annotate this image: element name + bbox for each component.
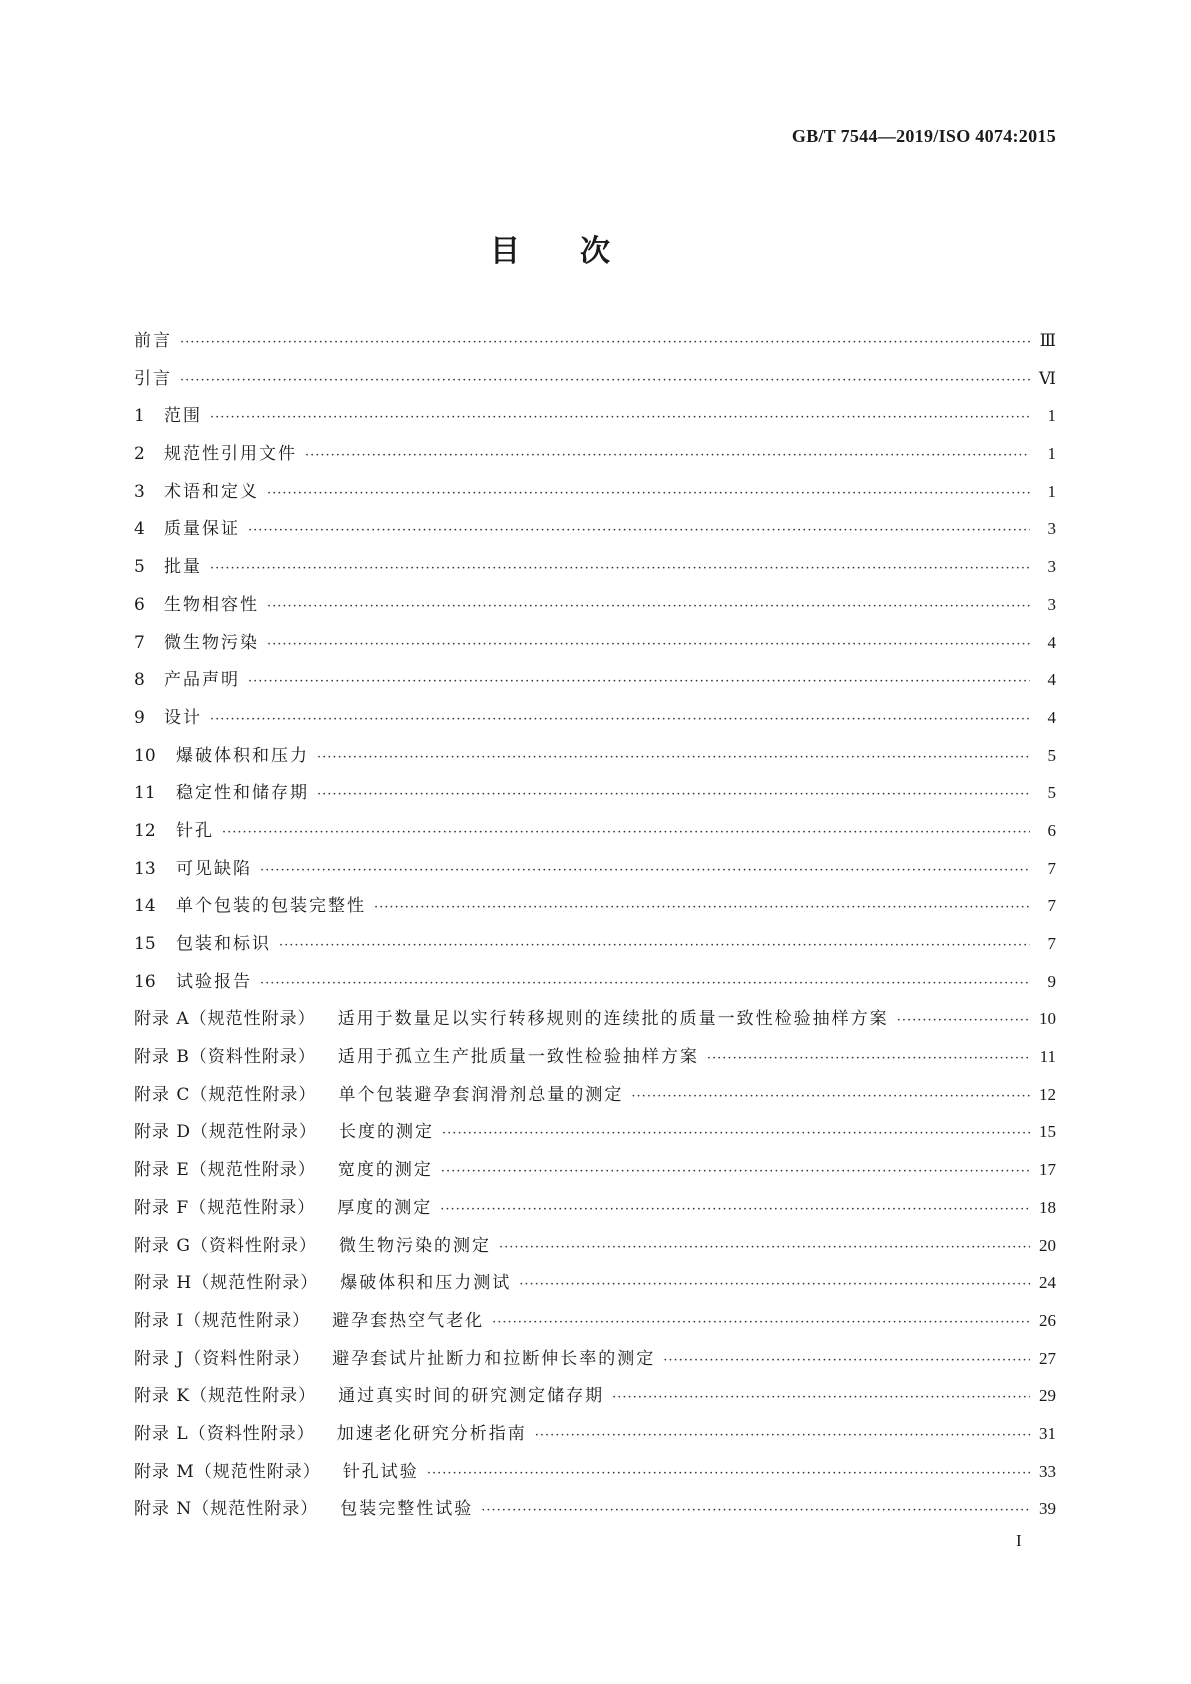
toc-entry-number: 14 <box>134 896 156 917</box>
toc-entry-page: 7 <box>1047 896 1056 916</box>
toc-entry-label: 批量 <box>164 557 202 578</box>
leader-dots <box>248 674 1030 689</box>
toc-entry-foreword[interactable] <box>134 326 1056 364</box>
leader-dots <box>631 1089 1030 1104</box>
toc-entry-label: 单个包装的包装完整性 <box>176 896 366 917</box>
toc-entry-page: 24 <box>1039 1273 1056 1293</box>
leader-dots <box>180 335 1030 350</box>
toc-entry-label: 质量保证 <box>164 519 240 540</box>
table-of-contents <box>134 326 1056 1532</box>
toc-entry-clause-16[interactable] <box>134 967 1056 1005</box>
toc-entry-clause-2[interactable] <box>134 439 1056 477</box>
toc-entry-page: 11 <box>1039 1047 1056 1067</box>
toc-entry-label: 爆破体积和压力 <box>176 745 309 766</box>
toc-entry-number: 3 <box>134 481 145 502</box>
annex-tag: 附录 K（规范性附录） <box>134 1386 317 1407</box>
toc-entry-annex-k[interactable] <box>134 1381 1056 1419</box>
toc-entry-number: 16 <box>134 971 156 992</box>
toc-entry-annex-b[interactable] <box>134 1042 1056 1080</box>
toc-entry-annex-g[interactable] <box>134 1231 1056 1269</box>
toc-entry-page: 20 <box>1039 1235 1056 1255</box>
annex-title: 宽度的测定 <box>337 1160 433 1181</box>
toc-entry-clause-13[interactable] <box>134 854 1056 892</box>
leader-dots <box>222 825 1030 840</box>
leader-dots <box>492 1315 1030 1330</box>
annex-tag: 附录 C（规范性附录） <box>134 1084 317 1105</box>
annex-title: 针孔试验 <box>342 1461 419 1482</box>
toc-entry-page: 3 <box>1047 557 1056 577</box>
leader-dots <box>248 523 1030 538</box>
toc-entry-clause-1[interactable] <box>134 401 1056 439</box>
leader-dots <box>663 1353 1030 1368</box>
toc-entry-clause-3[interactable] <box>134 477 1056 515</box>
toc-entry-label: 生物相容性 <box>164 594 259 615</box>
toc-entry-page: 29 <box>1039 1386 1056 1406</box>
toc-entry-label: 范围 <box>164 406 202 427</box>
leader-dots <box>481 1503 1030 1518</box>
leader-dots <box>707 1051 1030 1066</box>
annex-tag: 附录 B（资料性附录） <box>134 1047 316 1068</box>
annex-tag: 附录 I（规范性附录） <box>134 1310 311 1331</box>
leader-dots <box>180 373 1030 388</box>
toc-entry-page: 1 <box>1047 444 1056 464</box>
toc-entry-label: 引言 <box>134 368 172 389</box>
leader-dots <box>305 448 1030 463</box>
leader-dots <box>210 712 1030 727</box>
annex-tag: 附录 A（规范性附录） <box>134 1009 316 1030</box>
toc-entry-page: 1 <box>1047 481 1056 501</box>
toc-entry-clause-4[interactable] <box>134 514 1056 552</box>
toc-entry-page: 1 <box>1047 406 1056 426</box>
toc-entry-page: 26 <box>1039 1310 1056 1330</box>
toc-entry-number: 15 <box>134 934 156 954</box>
toc-entry-annex-c[interactable] <box>134 1080 1056 1118</box>
toc-entry-clause-5[interactable] <box>134 552 1056 590</box>
toc-entry-page: 17 <box>1039 1160 1056 1180</box>
toc-entry-label: 微生物污染 <box>164 632 259 653</box>
leader-dots <box>897 1013 1030 1028</box>
toc-entry-page: 7 <box>1047 934 1056 953</box>
toc-entry-annex-n[interactable] <box>134 1494 1056 1532</box>
leader-dots <box>374 900 1030 915</box>
toc-entry-page: 39 <box>1039 1499 1056 1519</box>
toc-entry-number: 4 <box>134 519 145 540</box>
toc-entry-number: 10 <box>134 745 156 766</box>
leader-dots <box>260 863 1030 878</box>
toc-entry-label: 前言 <box>134 331 172 351</box>
toc-entry-label: 针孔 <box>176 820 214 841</box>
annex-tag: 附录 J（资料性附录） <box>134 1348 311 1369</box>
annex-title: 厚度的测定 <box>337 1197 433 1218</box>
toc-entry-annex-i[interactable] <box>134 1306 1056 1344</box>
toc-entry-page: 7 <box>1047 858 1056 878</box>
leader-dots <box>441 1164 1030 1179</box>
leader-dots <box>260 976 1030 991</box>
toc-entry-label: 术语和定义 <box>164 481 259 502</box>
leader-dots <box>440 1202 1030 1217</box>
page-number: I <box>1016 1531 1022 1550</box>
toc-entry-clause-7[interactable] <box>134 628 1056 666</box>
toc-entry-page: 33 <box>1039 1461 1056 1481</box>
toc-entry-number: 13 <box>134 858 156 879</box>
leader-dots <box>519 1277 1030 1292</box>
annex-title: 加速老化研究分析指南 <box>336 1423 527 1444</box>
toc-entry-page: 15 <box>1039 1122 1056 1142</box>
toc-entry-number: 8 <box>134 670 145 691</box>
toc-entry-label: 稳定性和储存期 <box>176 783 309 804</box>
annex-title: 爆破体积和压力测试 <box>340 1273 512 1294</box>
annex-title: 适用于数量足以实行转移规则的连续批的质量一致性检验抽样方案 <box>337 1009 889 1030</box>
toc-entry-clause-15[interactable] <box>134 929 1056 967</box>
annex-tag: 附录 G（资料性附录） <box>134 1235 317 1256</box>
annex-title: 通过真实时间的研究测定储存期 <box>338 1386 605 1407</box>
annex-tag: 附录 F（规范性附录） <box>134 1197 316 1218</box>
toc-entry-annex-f[interactable] <box>134 1193 1056 1231</box>
annex-tag: 附录 L（资料性附录） <box>134 1423 315 1444</box>
toc-entry-page: Ⅲ <box>1039 331 1056 350</box>
leader-dots <box>267 599 1030 614</box>
toc-entry-clause-12[interactable] <box>134 816 1056 854</box>
toc-entry-page: 9 <box>1047 971 1056 991</box>
toc-entry-page: 4 <box>1047 707 1056 727</box>
leader-dots <box>427 1466 1030 1481</box>
leader-dots <box>317 787 1030 802</box>
toc-entry-number: 1 <box>134 406 145 427</box>
standard-code: GB/T 7544—2019/ISO 4074:2015 <box>791 126 1056 146</box>
toc-entry-page: 6 <box>1047 820 1056 840</box>
toc-entry-annex-a[interactable] <box>134 1004 1056 1042</box>
leader-dots <box>267 486 1030 501</box>
leader-dots <box>279 938 1030 953</box>
toc-entry-clause-6[interactable] <box>134 590 1056 628</box>
leader-dots <box>499 1240 1030 1255</box>
annex-tag: 附录 E（规范性附录） <box>134 1160 316 1181</box>
toc-entry-page: 3 <box>1047 519 1056 539</box>
toc-entry-number: 11 <box>134 783 156 804</box>
toc-entry-number: 5 <box>134 557 145 578</box>
toc-entry-page: 18 <box>1039 1197 1056 1217</box>
toc-entry-clause-10[interactable] <box>134 741 1056 779</box>
leader-dots <box>317 750 1030 765</box>
toc-entry-page: 4 <box>1047 632 1056 652</box>
toc-entry-annex-m[interactable] <box>134 1457 1056 1495</box>
toc-entry-page: 3 <box>1047 594 1056 614</box>
leader-dots <box>612 1390 1030 1405</box>
annex-title: 单个包装避孕套润滑剂总量的测定 <box>338 1084 624 1105</box>
annex-title: 避孕套试片扯断力和拉断伸长率的测定 <box>332 1348 656 1369</box>
toc-entry-page: 10 <box>1039 1009 1056 1029</box>
toc-entry-page: Ⅵ <box>1038 368 1056 388</box>
annex-title: 避孕套热空气老化 <box>332 1310 485 1331</box>
toc-entry-label: 包装和标识 <box>176 934 271 954</box>
toc-entry-page: 5 <box>1047 745 1056 765</box>
toc-entry-introduction[interactable] <box>134 364 1056 402</box>
toc-entry-number: 6 <box>134 594 145 615</box>
page-title: 目次 <box>490 234 670 269</box>
toc-entry-page: 27 <box>1039 1348 1056 1368</box>
leader-dots <box>210 410 1030 425</box>
annex-title: 微生物污染的测定 <box>338 1235 491 1256</box>
annex-tag: 附录 M（规范性附录） <box>134 1461 321 1482</box>
toc-entry-annex-d[interactable] <box>134 1117 1056 1155</box>
toc-entry-clause-9[interactable] <box>134 703 1056 741</box>
toc-entry-page: 4 <box>1047 670 1056 690</box>
annex-title: 适用于孤立生产批质量一致性检验抽样方案 <box>337 1047 699 1068</box>
leader-dots <box>267 637 1030 652</box>
toc-entry-annex-l[interactable] <box>134 1419 1056 1457</box>
toc-entry-label: 规范性引用文件 <box>164 444 297 465</box>
toc-entry-number: 9 <box>134 707 145 728</box>
annex-tag: 附录 D（规范性附录） <box>134 1122 318 1143</box>
toc-entry-label: 设计 <box>164 707 202 728</box>
annex-tag: 附录 H（规范性附录） <box>134 1273 319 1294</box>
toc-entry-page: 12 <box>1039 1084 1056 1104</box>
annex-tag: 附录 N（规范性附录） <box>134 1499 319 1520</box>
toc-entry-clause-8[interactable] <box>134 665 1056 703</box>
toc-entry-label: 试验报告 <box>176 971 252 992</box>
toc-entry-annex-h[interactable] <box>134 1268 1056 1306</box>
toc-entry-page: 5 <box>1047 783 1056 803</box>
toc-entry-annex-j[interactable] <box>134 1344 1056 1382</box>
annex-title: 包装完整性试验 <box>340 1499 474 1520</box>
annex-title: 长度的测定 <box>339 1122 435 1143</box>
toc-entry-clause-11[interactable] <box>134 778 1056 816</box>
toc-entry-number: 12 <box>134 820 156 841</box>
leader-dots <box>210 561 1030 576</box>
leader-dots <box>535 1428 1030 1443</box>
toc-entry-label: 可见缺陷 <box>176 858 252 879</box>
toc-entry-number: 2 <box>134 444 145 465</box>
toc-entry-page: 31 <box>1039 1423 1056 1443</box>
toc-entry-number: 7 <box>134 632 145 653</box>
toc-entry-clause-14[interactable] <box>134 891 1056 929</box>
toc-entry-annex-e[interactable] <box>134 1155 1056 1193</box>
leader-dots <box>442 1126 1030 1141</box>
toc-entry-label: 产品声明 <box>164 670 240 691</box>
